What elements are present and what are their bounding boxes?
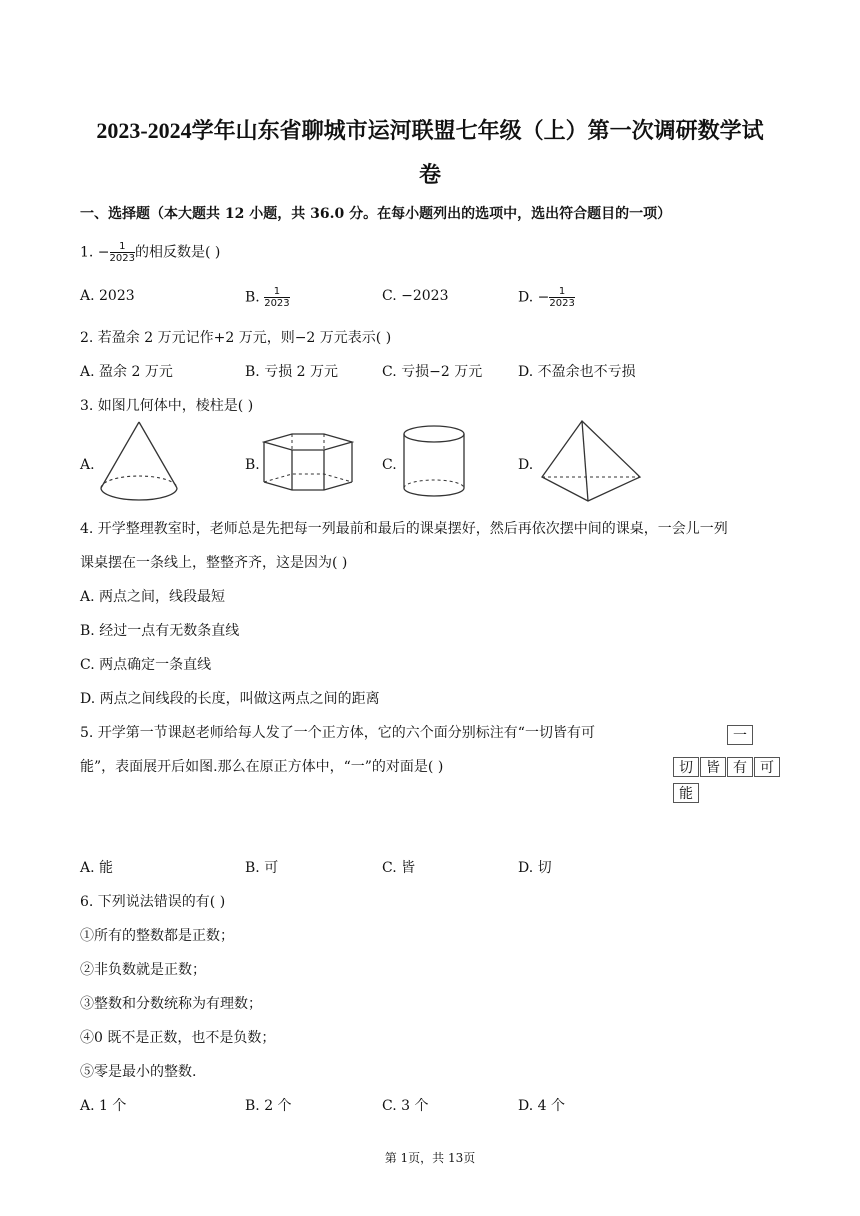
question-1 [80, 241, 220, 264]
q1-option-b: B. $\frac{1}{2023}$ [245, 286, 290, 309]
page-title-line1: 2023-2024学年山东省聊城市运河联盟七年级（上）第一次调研数学试 [96, 118, 764, 143]
q3-option-a: A. [80, 457, 95, 473]
net-cell-2: 皆 [700, 757, 726, 777]
net-cell-1: 切 [673, 757, 699, 777]
page-footer: 第 1页，共 13页 [384, 1151, 476, 1165]
question-2: 2. 若盈余 2 万元记作+2 万元，则−2 万元表示( ) [80, 330, 392, 346]
question-5-line1: 5. 开学第一节课赵老师给每人发了一个正方体，它的六个面分别标注有“一切皆有可 [80, 725, 595, 741]
pyramid-figure [538, 419, 644, 505]
q5-option-a: A. 能 [80, 860, 114, 876]
q1-fraction: $\frac{1}{2023}$ [109, 241, 135, 264]
q1-option-d: D. − $\frac{1}{2023}$ [518, 286, 575, 309]
q1-prefix: 1. − [80, 244, 110, 261]
q5-option-d: D. 切 [518, 860, 552, 876]
q2-option-c: C. 亏损−2 万元 [382, 364, 483, 380]
q6-option-a: A. 1 个 [80, 1098, 127, 1114]
net-cell-top: 一 [727, 725, 753, 745]
q3-option-b: B. [245, 457, 260, 473]
q6-statement-2: ②非负数就是正数； [80, 962, 206, 978]
q5-option-c: C. 皆 [382, 860, 416, 876]
question-6: 6. 下列说法错误的有( ) [80, 894, 226, 910]
q4-option-b: B. 经过一点有无数条直线 [80, 623, 240, 639]
q4-option-c: C. 两点确定一条直线 [80, 657, 212, 673]
q4-option-d: D. 两点之间线段的长度，叫做这两点之间的距离 [80, 691, 380, 707]
q6-statement-3: ③整数和分数统称为有理数； [80, 996, 262, 1012]
section-heading: 一、选择题（本大题共 12 小题，共 36.0 分。在每小题列出的选项中，选出符合题目的一项） [80, 206, 672, 222]
q2-option-b: B. 亏损 2 万元 [245, 364, 338, 380]
q1-option-c: C. −2023 [382, 288, 449, 304]
q6-statement-5: ⑤零是最小的整数. [80, 1064, 197, 1080]
q3-option-d: D. [518, 457, 534, 473]
cylinder-figure [401, 424, 467, 500]
question-4-line1: 4. 开学整理教室时，老师总是先把每一列最前和最后的课桌摆好，然后再依次摆中间的课桌，一会儿一列 [80, 521, 728, 537]
q5-option-b: B. 可 [245, 860, 279, 876]
page-title-line2: 卷 [418, 162, 441, 187]
cone-figure [98, 420, 180, 506]
q6-option-b: B. 2 个 [245, 1098, 292, 1114]
q4-option-a: A. 两点之间，线段最短 [80, 589, 226, 605]
net-cell-3: 有 [727, 757, 753, 777]
question-5-line2: 能”，表面展开后如图.那么在原正方体中，“一”的对面是( ) [80, 759, 444, 775]
net-cell-4: 可 [754, 757, 780, 777]
q2-option-a: A. 盈余 2 万元 [80, 364, 173, 380]
q1-suffix: 的相反数是( ) [135, 244, 221, 261]
q3-option-c: C. [382, 457, 397, 473]
q1-option-a: A. 2023 [80, 288, 135, 304]
q6-statement-4: ④0 既不是正数，也不是负数； [80, 1030, 276, 1046]
net-cell-bottom: 能 [673, 783, 699, 803]
q6-statement-1: ①所有的整数都是正数； [80, 928, 234, 944]
question-3: 3. 如图几何体中，棱柱是( ) [80, 398, 254, 414]
q6-option-d: D. 4 个 [518, 1098, 565, 1114]
q2-option-d: D. 不盈余也不亏损 [518, 364, 636, 380]
q6-option-c: C. 3 个 [382, 1098, 429, 1114]
hexagonal-prism-figure [262, 432, 354, 494]
question-4-line2: 课桌摆在一条线上，整整齐齐，这是因为( ) [80, 555, 348, 571]
